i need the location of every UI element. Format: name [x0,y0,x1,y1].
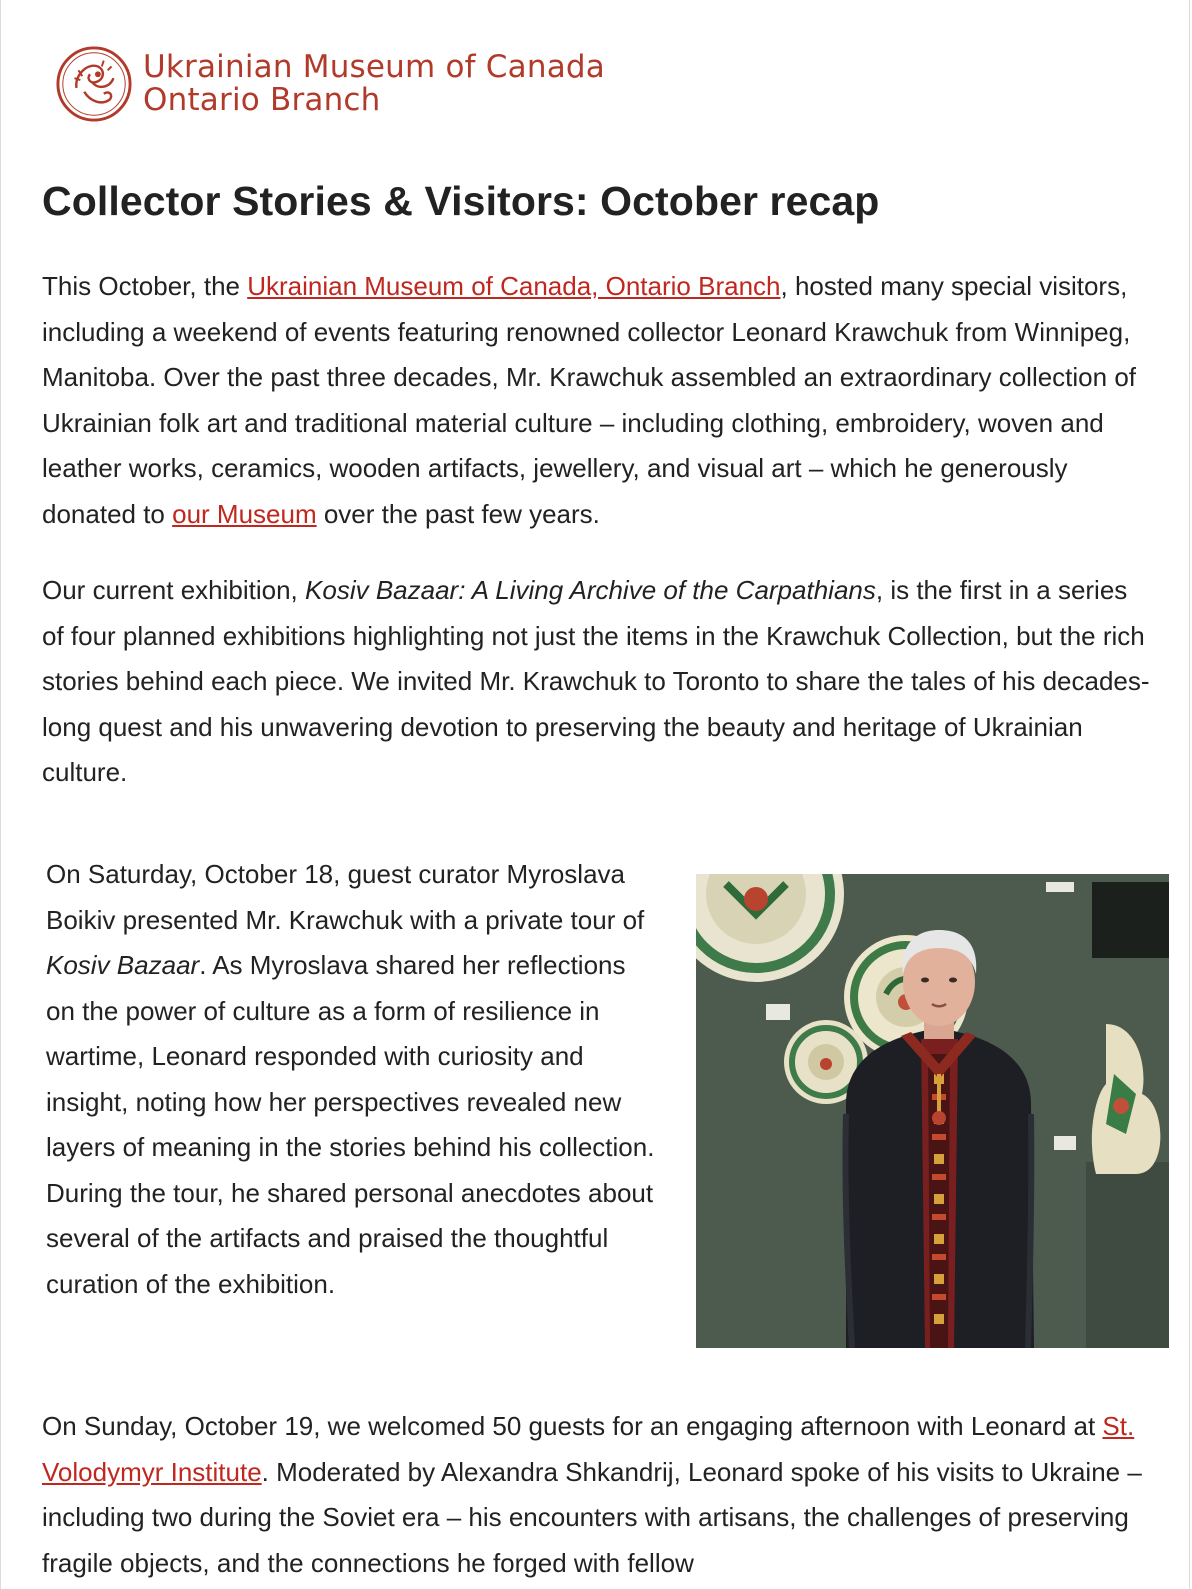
museum-link[interactable]: Ukrainian Museum of Canada, Ontario Branch [247,271,781,301]
brand-name: Ukrainian Museum of Canada [143,49,605,85]
exhibition-title: Kosiv Bazaar: A Living Archive of the Carpathians [305,575,876,605]
p2-text-1: Our current exhibition, [42,575,306,605]
st-volodymyr-institute-link[interactable]: St. Volodymyr Institute [42,1411,1135,1487]
embroidery-flower-logo-icon [55,45,133,123]
p4-text-2: . Moderated by Alexandra Shkandrij, Leonard spoke of his visits to Ukraine – including two during the Soviet era – his encounters with artisans, the challenges of preserving fragile objects, and the connections he forged with fellow [42,1456,1142,1578]
museum-logo[interactable] [55,44,605,124]
p1-text-1: This October, the [42,271,248,301]
brand-branch: Ontario Branch [143,82,381,118]
talk-paragraph [42,1404,1152,1586]
p4-text-1: On Sunday, October 19, we welcomed 50 guests for an engaging afternoon with Leonard at [42,1411,1103,1441]
article-title: Collector Stories & Visitors: October recap [42,178,880,224]
p3-text-2: . As Myroslava shared her reflections on the power of culture as a form of resilience in wartime, Leonard responded with curiosity and insight, noting how her perspectives revealed new layers of meaning in the stories behind his collection. During the tour, he shared personal anecdotes about several of the artifacts and praised the thoughtful curation of the exhibition. [46,950,655,1299]
leonard-krawchuk-photo [696,874,1169,1348]
our-museum-link[interactable]: our Museum [172,498,317,529]
p3-text-1: On Saturday, October 18, guest curator Myroslava Boikiv presented Mr. Krawchuk with a private tour of [46,859,645,935]
p2-text-2: , is the first in a series of four planned exhibitions highlighting not just the items in the Krawchuk Collection, but the rich stories behind each piece. We invited Mr. Krawchuk to Toronto to share the tales of his decades-long quest and his unwavering devotion to preserving the beauty and heritage of Ukrainian culture. [42,575,1150,787]
tour-paragraph [46,852,656,1307]
intro-paragraph [42,264,1157,537]
p1-text-3: over the past few years. [316,498,600,529]
p1-text-2: , hosted many special visitors, including a weekend of events featuring renowned collector Leonard Krawchuk from Winnipeg, Manitoba. Over the past three decades, Mr. Krawchuk assembled an extraordinary collection of Ukrainian folk art and traditional material culture – including clothing, embroidery, woven and leather works, ceramics, wooden artifacts, jewellery, and visual art – which he generously donated to [42,271,1137,529]
kosiv-bazaar-title: Kosiv Bazaar [46,950,200,980]
exhibition-paragraph [42,568,1152,796]
exhibition-photo-illustration [696,874,1169,1348]
